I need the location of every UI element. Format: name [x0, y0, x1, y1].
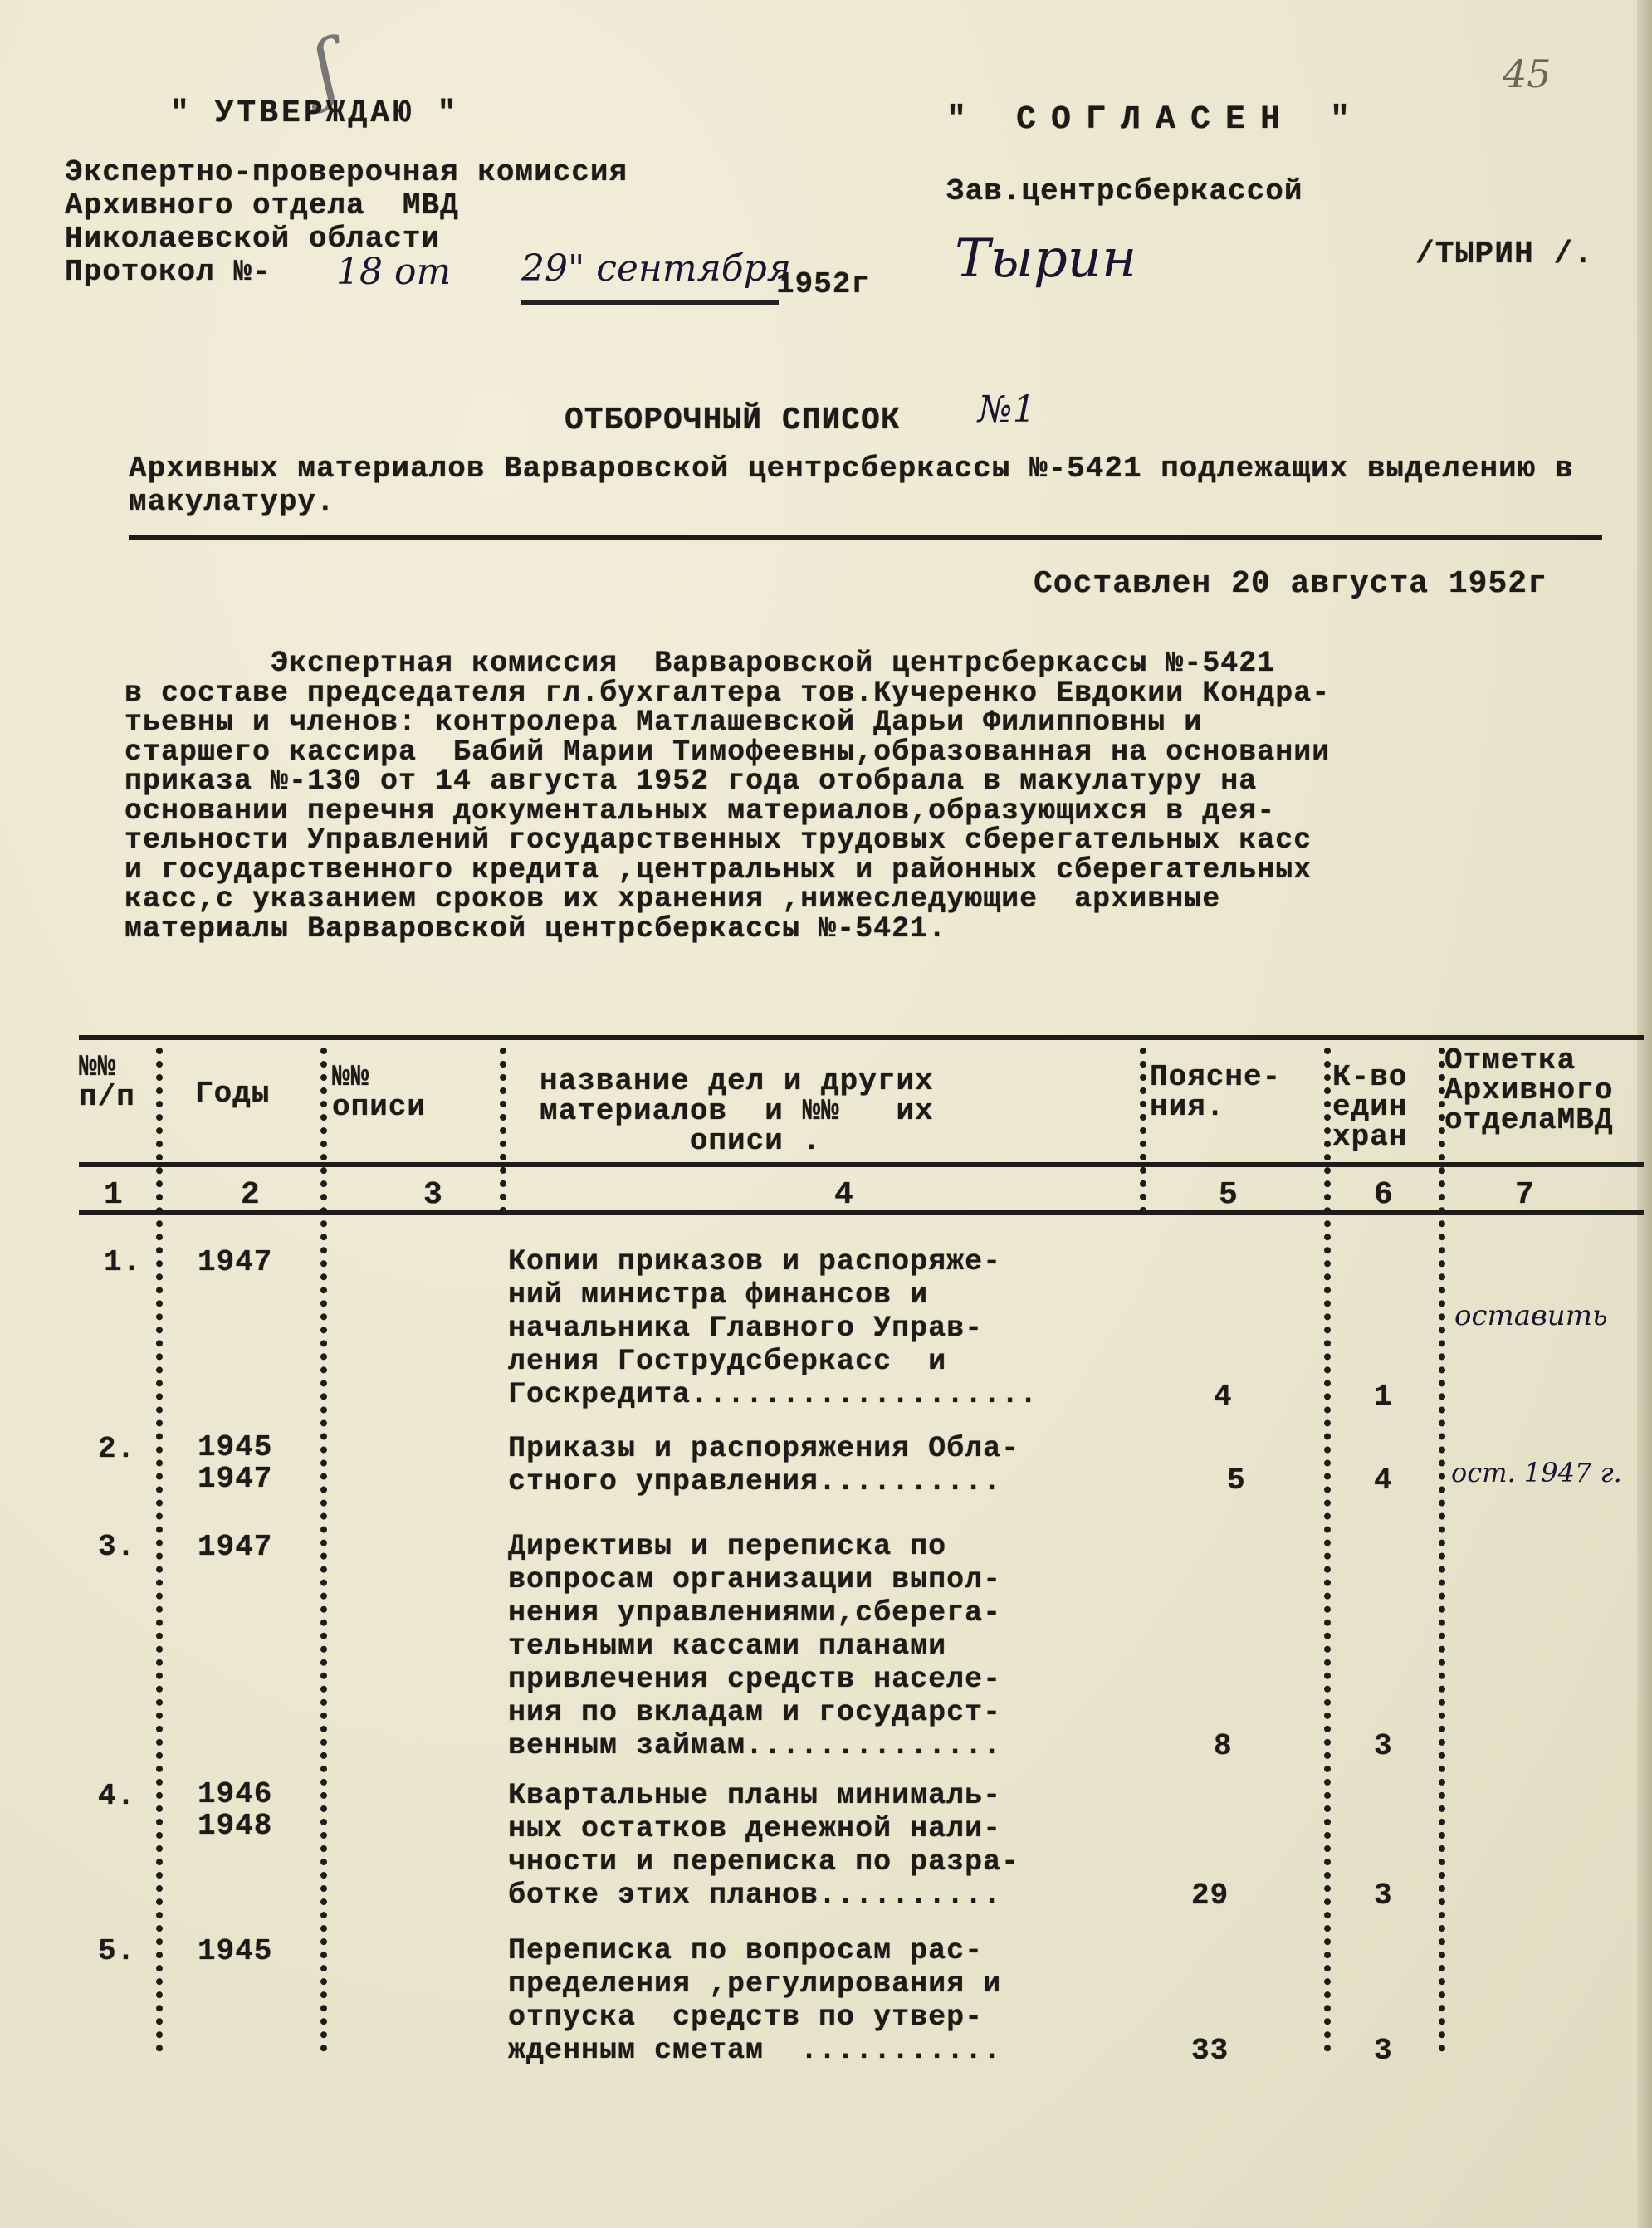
header-notes: Поясне- ния.: [1150, 1060, 1282, 1124]
row-years: 1946 1948: [198, 1777, 273, 1843]
date-underline: [521, 300, 779, 305]
protocol-date: 29" сентября: [521, 247, 791, 290]
protocol-year: 1952г: [776, 267, 871, 301]
commission-paragraph: Экспертная комиссия Варваровской центрсберкассы №-5421 в составе председателя гл.бухгалтера тов.Кучеренко Евдокии Кондра- тьевны и членов: контролера Матлашевской Дарьи Филипповны и старшего кассира Бабий Марии Тимофеевны,образованная на основании приказа №-130 от 14 августа 1952 года отобрала в макулатуру на основании перечня документальных материалов,образующихся в дея- тельности Управлений государственных трудовых сберегательных касс и государственного кредита ,центральных и районных сберегательных касс,с указанием сроков их хранения ,нижеследующие архивные материалы Варваровской центрсберкассы №-5421.: [125, 647, 1331, 945]
protocol-number: 18 от: [336, 251, 452, 293]
row-number: 1.: [104, 1245, 142, 1279]
pencil-mark: ʃ: [304, 23, 347, 114]
table-header-rule: [79, 1162, 1644, 1167]
signature: Тырин: [955, 228, 1137, 290]
list-title: ОТБОРОЧНЫЙ СПИСОК: [565, 403, 901, 438]
column-separator: [500, 1048, 506, 1214]
column-separator: [1439, 1048, 1445, 2052]
approve-title: " УТВЕРЖДАЮ ": [170, 95, 460, 131]
row-units: 4: [1374, 1463, 1393, 1498]
row-title: Копии приказов и распоряже- ний министра финансов и начальника Главного Управ- ления Гострудсберкасс и Госкредита...................: [508, 1245, 1039, 1411]
column-separator: [156, 1048, 163, 2052]
row-notes: 29: [1191, 1879, 1229, 1913]
column-number: 1: [104, 1177, 124, 1213]
table-numbers-rule: [79, 1210, 1644, 1215]
list-subtitle: Архивных материалов Варваровской центрсберкассы №-5421 подлежащих выделению в макулатуру.: [129, 452, 1574, 519]
list-number: №1: [978, 388, 1036, 431]
row-years: 1947: [198, 1530, 273, 1564]
row-units: 3: [1374, 2034, 1393, 2068]
signer-name: /ТЫРИН /.: [1415, 237, 1594, 272]
row-years: 1945 1947: [198, 1430, 273, 1496]
row-units: 3: [1374, 1729, 1393, 1763]
row-notes: 33: [1191, 2034, 1229, 2068]
compiled-date: Составлен 20 августа 1952г: [1034, 566, 1547, 602]
header-units: К-во един хран: [1332, 1060, 1408, 1154]
row-units: 3: [1374, 1879, 1393, 1913]
header-inventory: №№ описи: [332, 1060, 427, 1124]
page-number: 45: [1503, 51, 1552, 96]
column-separator: [1140, 1048, 1146, 1214]
column-number: 2: [241, 1177, 261, 1213]
row-title: Квартальные планы минималь- ных остатков денежной нали- чности и переписка по разра- ботке этих планов..........: [508, 1779, 1020, 1912]
row-years: 1947: [198, 1245, 273, 1279]
row-number: 2.: [98, 1432, 136, 1466]
page-edge-shadow: [1637, 0, 1652, 2228]
title-rule: [129, 535, 1602, 540]
row-archive-mark: ост. 1947 г.: [1451, 1457, 1622, 1488]
agree-title: " СОГЛАСЕН ": [946, 101, 1366, 139]
row-number: 3.: [98, 1530, 136, 1564]
agree-position: Зав.центрсберкассой: [946, 174, 1303, 208]
header-archive-mark: Отметка Архивного отделаМВД: [1444, 1043, 1614, 1137]
row-notes: 5: [1227, 1463, 1246, 1498]
column-separator: [1324, 1048, 1331, 2052]
column-separator: [320, 1048, 327, 2052]
row-years: 1945: [198, 1934, 273, 1968]
row-title: Приказы и распоряжения Обла- стного управления..........: [508, 1432, 1020, 1498]
column-number: 6: [1374, 1177, 1394, 1213]
row-notes: 4: [1214, 1380, 1233, 1414]
row-number: 4.: [98, 1779, 136, 1813]
row-notes: 8: [1214, 1729, 1233, 1763]
column-number: 5: [1219, 1177, 1239, 1213]
approve-commission-text: Экспертно-проверочная комиссия Архивного отдела МВД Николаевской области Протокол №-: [65, 155, 628, 289]
header-number: №№ п/п: [79, 1050, 135, 1114]
column-number: 7: [1515, 1177, 1535, 1213]
header-years: Годы: [195, 1077, 271, 1111]
column-number: 3: [423, 1177, 443, 1213]
header-title: название дел и других материалов и №№ их описи .: [540, 1064, 934, 1158]
row-archive-mark: оставить: [1454, 1299, 1608, 1332]
row-title: Директивы и переписка по вопросам организации выпол- нения управлениями,сберега- тельными кассами планами привлечения средств населе- ния по вкладам и государст- венным займам..............: [508, 1530, 1002, 1762]
table-top-rule: [79, 1035, 1644, 1040]
row-units: 1: [1374, 1380, 1393, 1414]
row-number: 5.: [98, 1934, 136, 1968]
column-number: 4: [834, 1177, 854, 1213]
row-title: Переписка по вопросам рас- пределения ,регулирования и отпуска средств по утвер- жденным сметам ...........: [508, 1934, 1002, 2067]
